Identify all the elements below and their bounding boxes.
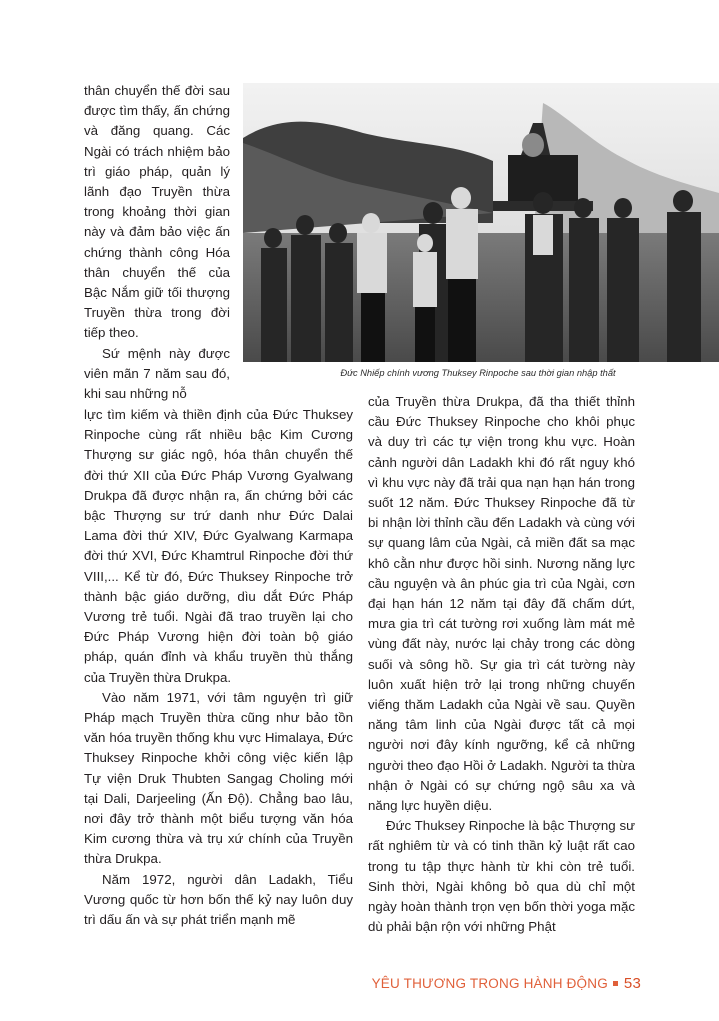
paragraph: Năm 1972, người dân Ladakh, Tiểu Vương quốc từ hơn bốn thế kỷ nay luôn duy trì dấu ấn và sự phát triển mạnh mẽ	[84, 871, 353, 928]
page-number: 53	[623, 975, 641, 992]
historical-photo	[243, 83, 719, 362]
paragraph: Đức Thuksey Rinpoche là bậc Thượng sư rất nghiêm từ và có tinh thần kỷ luật rất cao trong tu tập thực hành từ khi còn trẻ tuổi. Sinh thời, Ngài không bỏ qua dù chỉ một ngày hoàn thành trọn vẹn bốn thời yoga mặc dù phải bận rộn với những Phật	[368, 818, 635, 935]
paragraph: lực tìm kiếm và thiền định của Đức Thuksey Rinpoche cùng rất nhiều bậc Kim Cương Thượng sư giác ngộ, hóa thân chuyển thế đời thứ XII của Đức Pháp Vương Gyalwang Drukpa đã được nhận ra, ấn chứng bởi các bậc Thượng sư trứ danh như Đức Dalai Lama đời thứ XIV, Đức Gyalwang Karmapa đời thứ XVI, Đức Khamtrul Rinpoche đời thứ VIII,... Kể từ đó, Đức Thuksey Rinpoche trở thành bậc giáo dưỡng, dìu dắt Đức Pháp Vương trẻ tuổi. Ngài đã trao truyền lại cho Đức Pháp Vương hiện đời toàn bộ giáo pháp, quán đỉnh và khẩu truyền thù thắng của Truyền thừa Drukpa.	[84, 407, 353, 685]
paragraph: thân chuyển thế đời sau được tìm thấy, ấn chứng và đăng quang. Các Ngài có trách nhiệm bảo trì giáo pháp, quản lý lãnh đạo Truyền thừa trong khoảng thời gian này và đảm bảo việc ấn chứng thành công Hóa thân chuyển thế của Bậc Nắm giữ tối thượng Truyền thừa trong đời tiếp theo.	[84, 83, 230, 341]
paragraph: Vào năm 1971, với tâm nguyện trì giữ Pháp mạch Truyền thừa cũng như bảo tồn văn hóa truyền thống khu vực Himalaya, Đức Thuksey Rinpoche khởi công việc kiến lập Tự viện Druk Thubten Sangag Choling mới tại Dali, Darjeeling (Ấn Độ). Chẳng bao lâu, nơi đây trở thành một biểu tượng văn hóa Kim cương thừa và trụ xứ chính của Truyền thừa Drukpa.	[84, 689, 353, 867]
running-title: YÊU THƯƠNG TRONG HÀNH ĐỘNG	[371, 976, 608, 991]
paragraph: Sứ mệnh này được viên mãn 7 năm sau đó, khi sau những nỗ	[84, 345, 230, 402]
photo-illustration	[243, 83, 719, 362]
photo-caption: Đức Nhiếp chính vương Thuksey Rinpoche sau thời gian nhập thất	[340, 368, 616, 378]
page-footer	[372, 975, 641, 992]
paragraph: của Truyền thừa Drukpa, đã tha thiết thỉnh cầu Đức Thuksey Rinpoche cho khôi phục và duy trì các tự viện trong khu vực. Hoàn cảnh người dân Ladakh khi đó rất nguy khó vì khu vực này đã trải qua nạn hạn hán trong suốt 12 năm. Đức Thuksey Rinpoche đã từ bi nhận lời thỉnh cầu đến Ladakh và cùng với sự quang lâm của Ngài, cả miền đất sa mạc khô cằn như được hồi sinh. Nương năng lực cầu nguyện và ân phúc gia trì của Ngài, cơn đại hạn hán 12 năm tại đây đã chấm dứt, mưa gia trì cát tường rơi xuống làm mát mẻ vùng đất này, nước lại chảy trong các dòng suối và sông hồ. Sự gia trì cát tường này luôn xuất hiện trở lại trong những chuyến viếng thăm Ladakh của Ngài về sau. Quyền năng tâm linh của Ngài được tất cả mọi người nơi đây kính ngưỡng, kể cả những người theo đạo Hồi ở Ladakh. Người ta thừa nhận ở Ngài có sự chứng ngộ sâu xa và năng lực huyền diệu.	[368, 394, 635, 814]
square-bullet-icon	[613, 981, 618, 986]
text-column-right	[368, 392, 635, 937]
text-column-wrap	[84, 81, 230, 404]
text-column-left	[84, 405, 353, 930]
